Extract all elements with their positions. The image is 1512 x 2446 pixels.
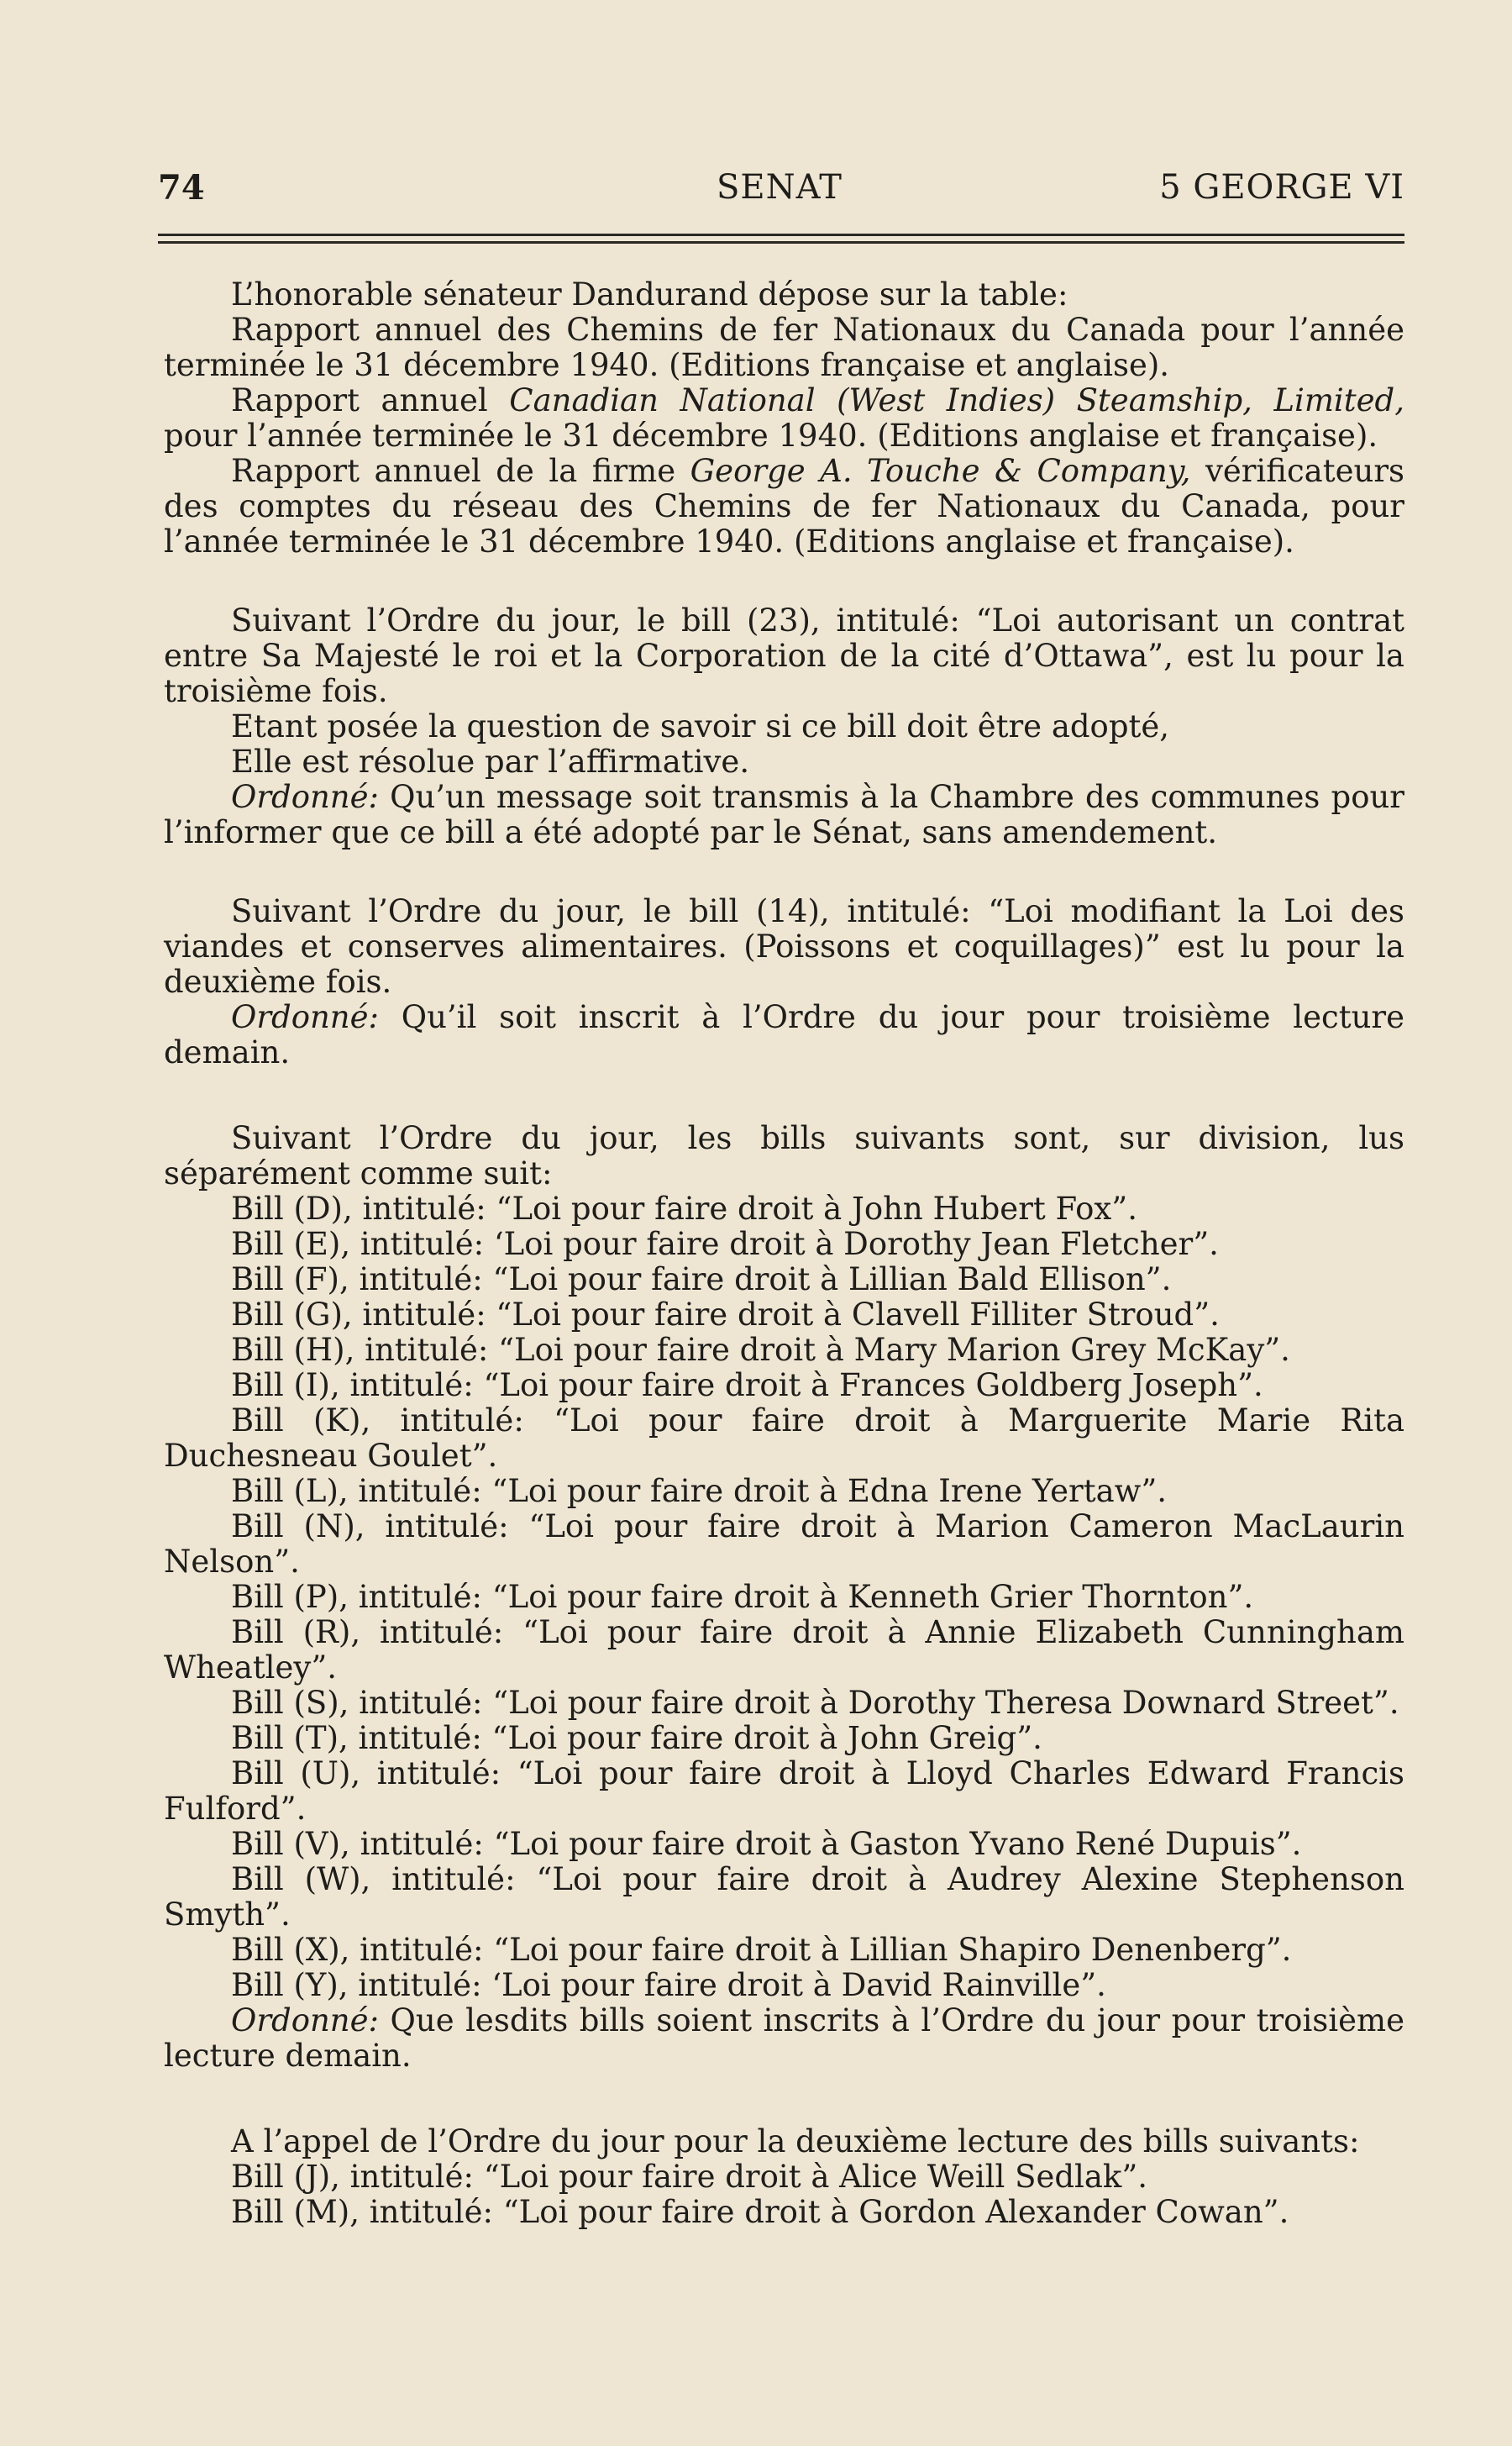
section3-order: [164, 1000, 1404, 1070]
section4-intro: Suivant l’Ordre du jour, les bills suivants sont, sur division, lus séparément comme suit:: [164, 1120, 1404, 1191]
bill-item: Bill (U), intitulé: “Loi pour faire droit à Lloyd Charles Edward Francis Fulford”.: [164, 1755, 1404, 1827]
text-run: Rapport annuel: [231, 382, 510, 418]
text-run: pour l’année terminée le 31 décembre 1940. (Editions anglaise et française).: [164, 418, 1378, 454]
italic-run: Ordonné:: [231, 999, 380, 1035]
section1-report2: [164, 383, 1404, 454]
bill-item: Bill (T), intitulé: “Loi pour faire droit à John Greig”.: [231, 1720, 1042, 1756]
text-run: Rapport annuel de la firme: [231, 453, 690, 489]
section2-reading: Suivant l’Ordre du jour, le bill (23), intitulé: “Loi autorisant un contrat entre Sa Majesté le roi et la Corporation de la cité d’Ottawa”, est lu pour la troisième fois.: [164, 602, 1404, 709]
section2-order: [164, 780, 1404, 850]
page-number: 74: [158, 168, 205, 208]
header-rule-bottom: [158, 241, 1404, 244]
italic-run: Canadian National (West Indies) Steamship, Limited,: [509, 382, 1404, 418]
header-reign: 5 GEORGE VI: [1159, 168, 1404, 207]
section5-intro: A l’appel de l’Ordre du jour pour la deuxième lecture des bills suivants:: [231, 2123, 1360, 2159]
page-header: [158, 168, 1404, 218]
bill-item: Bill (S), intitulé: “Loi pour faire droit à Dorothy Theresa Downard Street”.: [231, 1685, 1399, 1721]
bill-item: Bill (D), intitulé: “Loi pour faire droit à John Hubert Fox”.: [231, 1191, 1137, 1227]
bill-item: Bill (W), intitulé: “Loi pour faire droit à Audrey Alexine Stephenson Smyth”.: [164, 1861, 1404, 1933]
bill-item: Bill (Y), intitulé: ‘Loi pour faire droit à David Rainville”.: [231, 1967, 1106, 2003]
section4-order: [164, 2003, 1404, 2074]
section1-report3: [164, 454, 1404, 560]
header-rule-top: [158, 234, 1404, 236]
text-run: Qu’un message soit transmis à la Chambre des communes pour l’informer que ce bill a été adopté par le Sénat, sans amendement.: [164, 779, 1404, 850]
bill-item: Bill (R), intitulé: “Loi pour faire droit à Annie Elizabeth Cunningham Wheatley”.: [164, 1614, 1404, 1686]
bill-item: Bill (P), intitulé: “Loi pour faire droit à Kenneth Grier Thornton”.: [231, 1579, 1254, 1615]
bill-item: Bill (N), intitulé: “Loi pour faire droit à Marion Cameron MacLaurin Nelson”.: [164, 1508, 1404, 1580]
bill-item: Bill (K), intitulé: “Loi pour faire droit à Marguerite Marie Rita Duchesneau Goulet”.: [164, 1402, 1404, 1474]
italic-run: Ordonné:: [231, 779, 380, 815]
bill-item: Bill (L), intitulé: “Loi pour faire droit à Edna Irene Yertaw”.: [231, 1473, 1167, 1509]
body-text: [164, 277, 1404, 2230]
bill-item: Bill (E), intitulé: ‘Loi pour faire droit à Dorothy Jean Fletcher”.: [231, 1226, 1219, 1262]
section-gap: [164, 560, 1404, 603]
bill-item: Bill (J), intitulé: “Loi pour faire droit à Alice Weill Sedlak”.: [231, 2159, 1148, 2195]
text-run: Que lesdits bills soient inscrits à l’Ordre du jour pour troisième lecture demain.: [164, 2002, 1404, 2074]
bill-item: Bill (G), intitulé: “Loi pour faire droit à Clavell Filliter Stroud”.: [231, 1297, 1220, 1333]
section3-reading: Suivant l’Ordre du jour, le bill (14), intitulé: “Loi modifiant la Loi des viandes et conserves alimentaires. (Poissons et coquillages)” est lu pour la deuxième fois.: [164, 893, 1404, 1000]
section-gap: [164, 1070, 1404, 1121]
header-title: SENAT: [717, 168, 843, 207]
bill-item: Bill (F), intitulé: “Loi pour faire droit à Lillian Bald Ellison”.: [231, 1261, 1172, 1297]
section-gap: [164, 2074, 1404, 2124]
section1-intro: L’honorable sénateur Dandurand dépose sur la table:: [231, 276, 1068, 313]
text-run: vérificateurs des comptes du réseau des Chemins de fer Nationaux du Canada, pour l’année terminée le 31 décembre 1940. (Editions anglaise et française).: [164, 453, 1404, 560]
bill-item: Bill (I), intitulé: “Loi pour faire droit à Frances Goldberg Joseph”.: [231, 1367, 1263, 1403]
bill-item: Bill (X), intitulé: “Loi pour faire droit à Lillian Shapiro Denenberg”.: [231, 1932, 1292, 1968]
section2-result: Elle est résolue par l’affirmative.: [231, 744, 750, 780]
bill-item: Bill (H), intitulé: “Loi pour faire droit à Mary Marion Grey McKay”.: [231, 1332, 1290, 1368]
italic-run: Ordonné:: [231, 2002, 380, 2038]
section-gap: [164, 850, 1404, 894]
section2-question: Etant posée la question de savoir si ce bill doit être adopté,: [231, 708, 1170, 744]
text-run: Qu’il soit inscrit à l’Ordre du jour pour troisième lecture demain.: [164, 999, 1404, 1070]
italic-run: George A. Touche & Company,: [690, 453, 1191, 489]
bill-item: Bill (M), intitulé: “Loi pour faire droit à Gordon Alexander Cowan”.: [231, 2194, 1289, 2230]
bill-item: Bill (V), intitulé: “Loi pour faire droit à Gaston Yvano René Dupuis”.: [231, 1826, 1302, 1862]
section1-report1: Rapport annuel des Chemins de fer Nationaux du Canada pour l’année terminée le 31 décembre 1940. (Editions française et anglaise).: [164, 312, 1404, 383]
